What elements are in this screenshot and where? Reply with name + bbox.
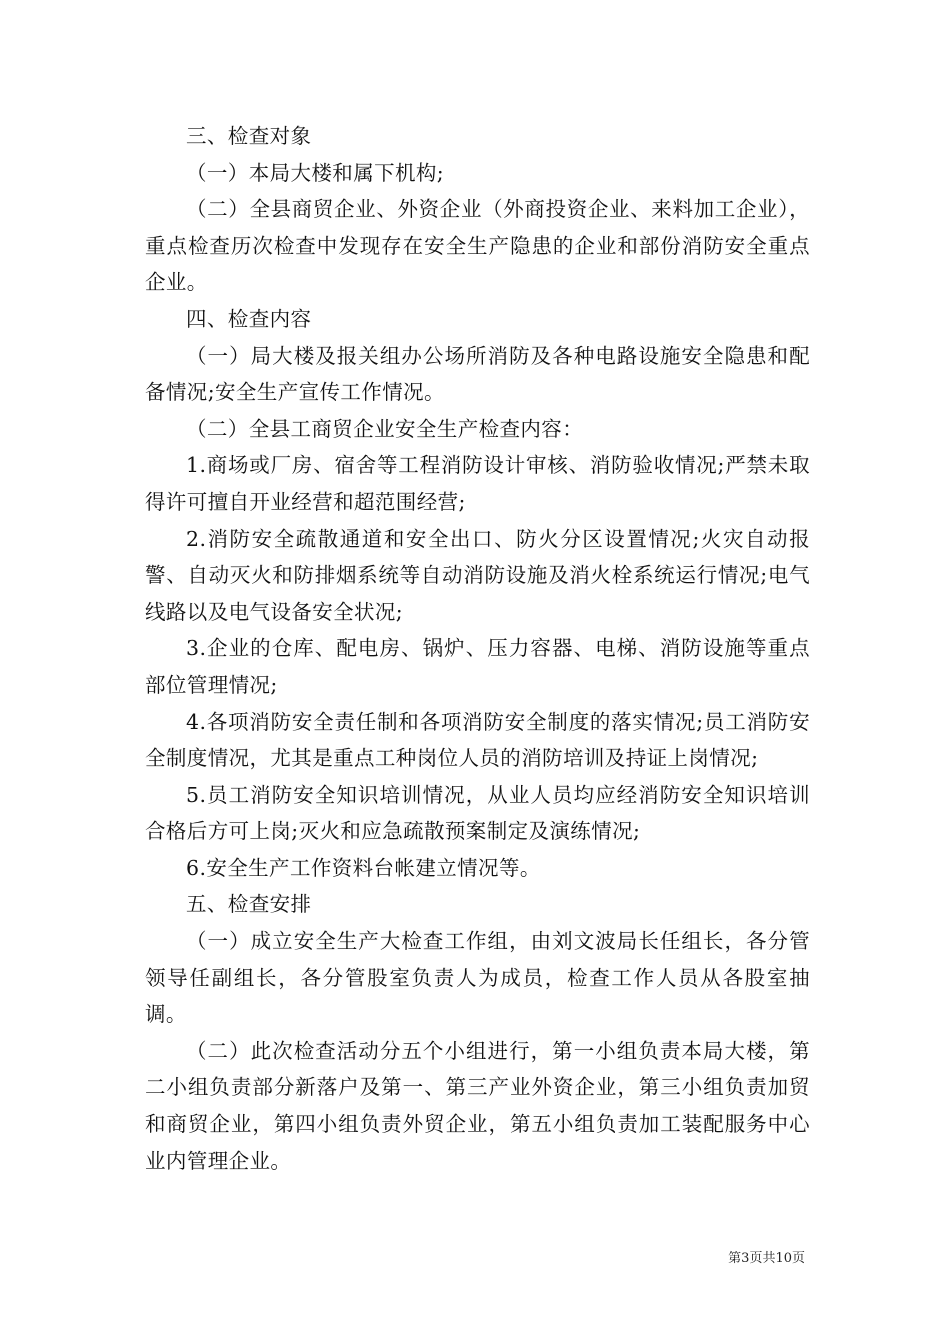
paragraph-arrangement-1: （一）成立安全生产大检查工作组，由刘文波局长任组长，各分管领导任副组长，各分管股室负责人为成员，检查工作人员从各股室抽调。 <box>145 929 810 1027</box>
heading-inspection-targets: 三、检查对象 <box>186 124 312 148</box>
heading-inspection-content: 四、检查内容 <box>186 306 312 331</box>
document-body <box>145 118 810 1179</box>
list-item-5: 5.员工消防安全知识培训情况，从业人员均应经消防安全知识培训合格后方可上岗;灭火和应急疏散预案制定及演练情况; <box>145 782 810 844</box>
heading-inspection-arrangement: 五、检查安排 <box>186 892 312 917</box>
list-item-2: 2.消防安全疏散通道和安全出口、防火分区设置情况;火灾自动报警、自动灭火和防排烟系统等自动消防设施及消火栓系统运行情况;电气线路以及电气设备安全状况; <box>145 526 810 624</box>
paragraph-content-2: （二）全县工商贸企业安全生产检查内容： <box>186 416 584 441</box>
page-number-footer: 第3页共10页 <box>728 1251 805 1266</box>
list-item-6: 6.安全生产工作资料台帐建立情况等。 <box>186 855 541 880</box>
paragraph-target-1: （一）本局大楼和属下机构; <box>186 160 445 185</box>
list-item-3: 3.企业的仓库、配电房、锅炉、压力容器、电梯、消防设施等重点部位管理情况; <box>145 636 810 697</box>
paragraph-arrangement-2: （二）此次检查活动分五个小组进行，第一小组负责本局大楼，第二小组负责部分新落户及第一、第三产业外资企业，第三小组负责加贸和商贸企业，第四小组负责外贸企业，第五小组负责加工装配服务中心业内管理企业。 <box>145 1038 810 1173</box>
list-item-4: 4.各项消防安全责任制和各项消防安全制度的落实情况;员工消防安全制度情况，尤其是重点工种岗位人员的消防培训及持证上岗情况; <box>145 709 810 771</box>
paragraph-target-2: （二）全县商贸企业、外资企业（外商投资企业、来料加工企业），重点检查历次检查中发现存在安全生产隐患的企业和部份消防安全重点企业。 <box>145 197 810 295</box>
list-item-1: 1.商场或厂房、宿舍等工程消防设计审核、消防验收情况;严禁未取得许可擅自开业经营和超范围经营; <box>145 453 810 514</box>
paragraph-content-1: （一）局大楼及报关组办公场所消防及各种电路设施安全隐患和配备情况;安全生产宣传工作情况。 <box>145 343 810 405</box>
